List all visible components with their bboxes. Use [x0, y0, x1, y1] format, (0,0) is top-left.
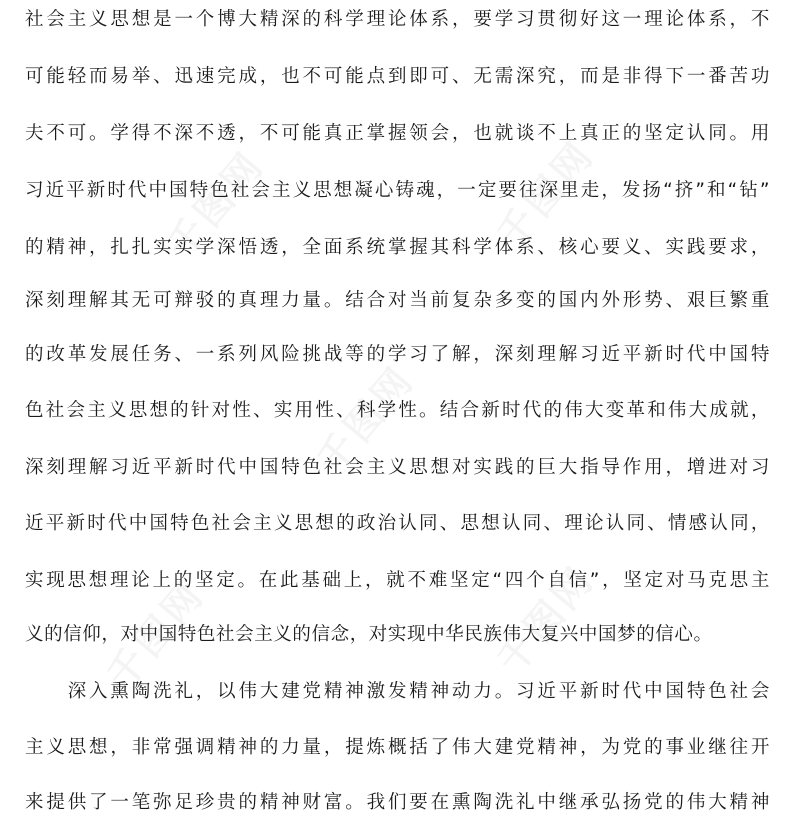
text-line: 近平新时代中国特色社会主义思想的政治认同、思想认同、理论认同、情感认同，: [25, 513, 770, 534]
text-line: 义的信仰，对中国特色社会主义的信念，对实现中华民族伟大复兴中国梦的信心。: [25, 624, 713, 645]
text-line: 社会主义思想是一个博大精深的科学理论体系，要学习贯彻好这一理论体系，不: [25, 9, 770, 30]
text-line: 来提供了一笔弥足珍贵的精神财富。我们要在熏陶洗礼中继承弘扬党的伟大精神: [25, 792, 770, 813]
text-line: 深入熏陶洗礼，以伟大建党精神激发精神动力。习近平新时代中国特色社会: [25, 681, 770, 702]
text-line: 主义思想，非常强调精神的力量，提炼概括了伟大建党精神，为党的事业继往开: [25, 737, 770, 758]
text-line: 的改革发展任务、一系列风险挑战等的学习了解，深刻理解习近平新时代中国特: [25, 344, 770, 365]
text-line: 的精神，扎扎实实学深悟透，全面系统掌握其科学体系、核心要义、实践要求，: [25, 237, 770, 258]
text-line: 实现思想理论上的坚定。在此基础上，就不难坚定“四个自信”，坚定对马克思主: [25, 570, 770, 591]
text-line: 可能轻而易举、迅速完成，也不可能点到即可、无需深究，而是非得下一番苦功: [25, 66, 770, 87]
text-line: 深刻理解其无可辩驳的真理力量。结合对当前复杂多变的国内外形势、艰巨繁重: [25, 290, 770, 311]
text-line: 深刻理解习近平新时代中国特色社会主义思想对实践的巨大指导作用，增进对习: [25, 457, 770, 478]
text-line: 色社会主义思想的针对性、实用性、科学性。结合新时代的伟大变革和伟大成就，: [25, 400, 770, 421]
text-line: 习近平新时代中国特色社会主义思想凝心铸魂，一定要往深里走，发扬“挤”和“钻”: [25, 180, 770, 201]
text-line: 夫不可。学得不深不透，不可能真正掌握领会，也就谈不上真正的坚定认同。用: [25, 123, 770, 144]
